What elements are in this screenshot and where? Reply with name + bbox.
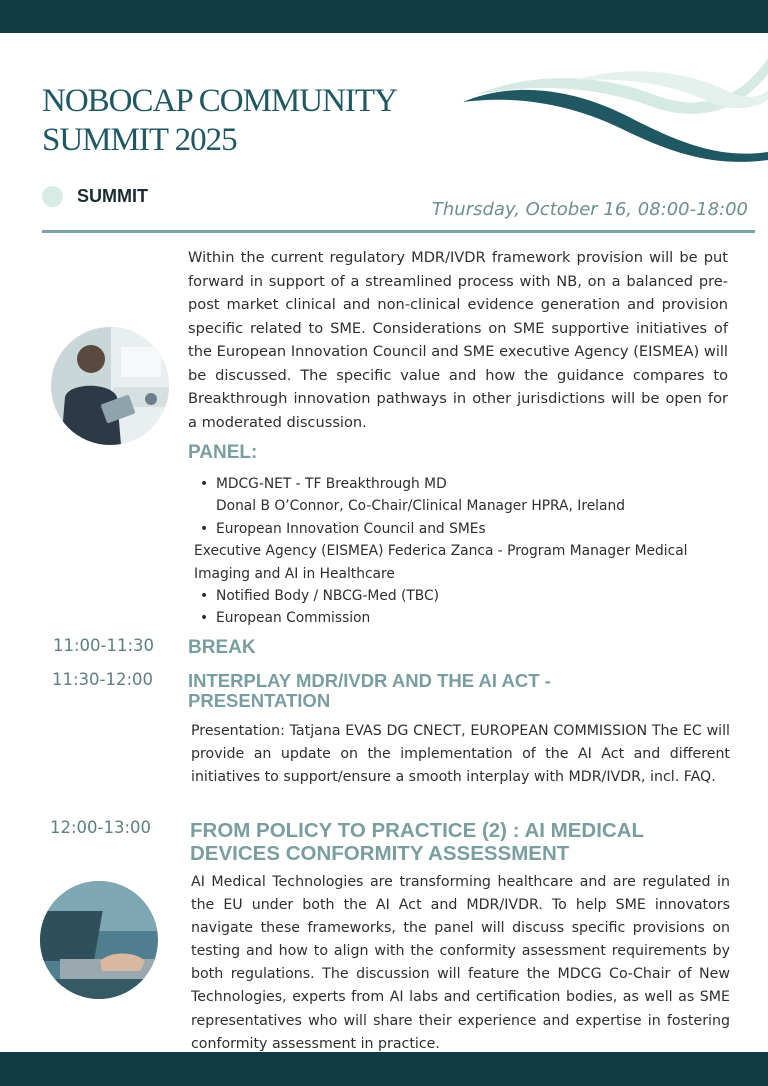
wave-decoration [455, 40, 768, 170]
policy-description: AI Medical Technologies are transforming healthcare and are regulated in the EU under both the AI Act and MDR/IVDR. To help SME innovators navigate these frameworks, the panel will discuss specific provisions on testing and how to align with the conformity assessment requirements by both regulations. The discussion will feature the MDCG Co-Chair of New Technologies, experts from AI labs and certification bodies, as well as SME representatives who will share their experience and expertise in fostering conformity assessment in practice. [191, 874, 730, 1052]
top-banner-bar [0, 0, 768, 33]
title-line-1: NOBOCAP COMMUNITY [42, 83, 397, 119]
policy-title: FROM POLICY TO PRACTICE (2) : AI MEDICAL DEVICES CONFORMITY ASSESSMENT [190, 819, 644, 865]
break-time: 11:00-11:30 [53, 636, 155, 655]
list-item: • MDCG-NET - TF Breakthrough MD [188, 473, 728, 495]
page-title [42, 82, 462, 160]
list-item: • European Commission [188, 607, 728, 629]
section-label: SUMMIT [77, 186, 148, 206]
interplay-title: INTERPLAY MDR/IVDR AND THE AI ACT - PRESENTATION [188, 670, 551, 711]
bottom-banner-bar [0, 1052, 768, 1086]
list-item: • European Innovation Council and SMEs [188, 518, 728, 540]
section-bullet-icon [42, 186, 63, 207]
title-line-2: SUMMIT 2025 [42, 122, 237, 158]
laptop-typing-photo [40, 881, 158, 999]
policy-time: 12:00-13:00 [50, 818, 152, 837]
panel-list [188, 473, 728, 630]
break-title: BREAK [188, 637, 256, 658]
list-item: • Notified Body / NBCG-Med (TBC) [188, 585, 728, 607]
list-item-detail: Donal B O’Connor, Co-Chair/Clinical Manager HPRA, Ireland [216, 498, 625, 515]
list-item-detail: Executive Agency (EISMEA) Federica Zanca - Program Manager Medical Imaging and AI in Healthcare [194, 543, 688, 582]
businessman-tablet-photo [51, 327, 169, 445]
panel-heading: PANEL: [188, 442, 258, 463]
event-date: Thursday, October 16, 08:00-18:00 [431, 199, 748, 220]
intro-paragraph: Within the current regulatory MDR/IVDR framework provision will be put forward in support of a streamlined process with NB, on a balanced pre-post market clinical and non-clinical evidence generation and provision specific related to SME. Considerations on SME supportive initiatives of the European Innovation Council and SME executive Agency (EISMEA) will be discussed. The specific value and how the guidance compares to Breakthrough innovation pathways in other jurisdictions will be open for a moderated discussion. [188, 249, 728, 431]
interplay-description: Presentation: Tatjana EVAS DG CNECT, EUROPEAN COMMISSION The EC will provide an update on the implementation of the AI Act and different initiatives to support/ensure a smooth interplay with MDR/IVDR, incl. FAQ. [191, 723, 730, 785]
divider [42, 230, 755, 233]
interplay-time: 11:30-12:00 [52, 670, 154, 689]
